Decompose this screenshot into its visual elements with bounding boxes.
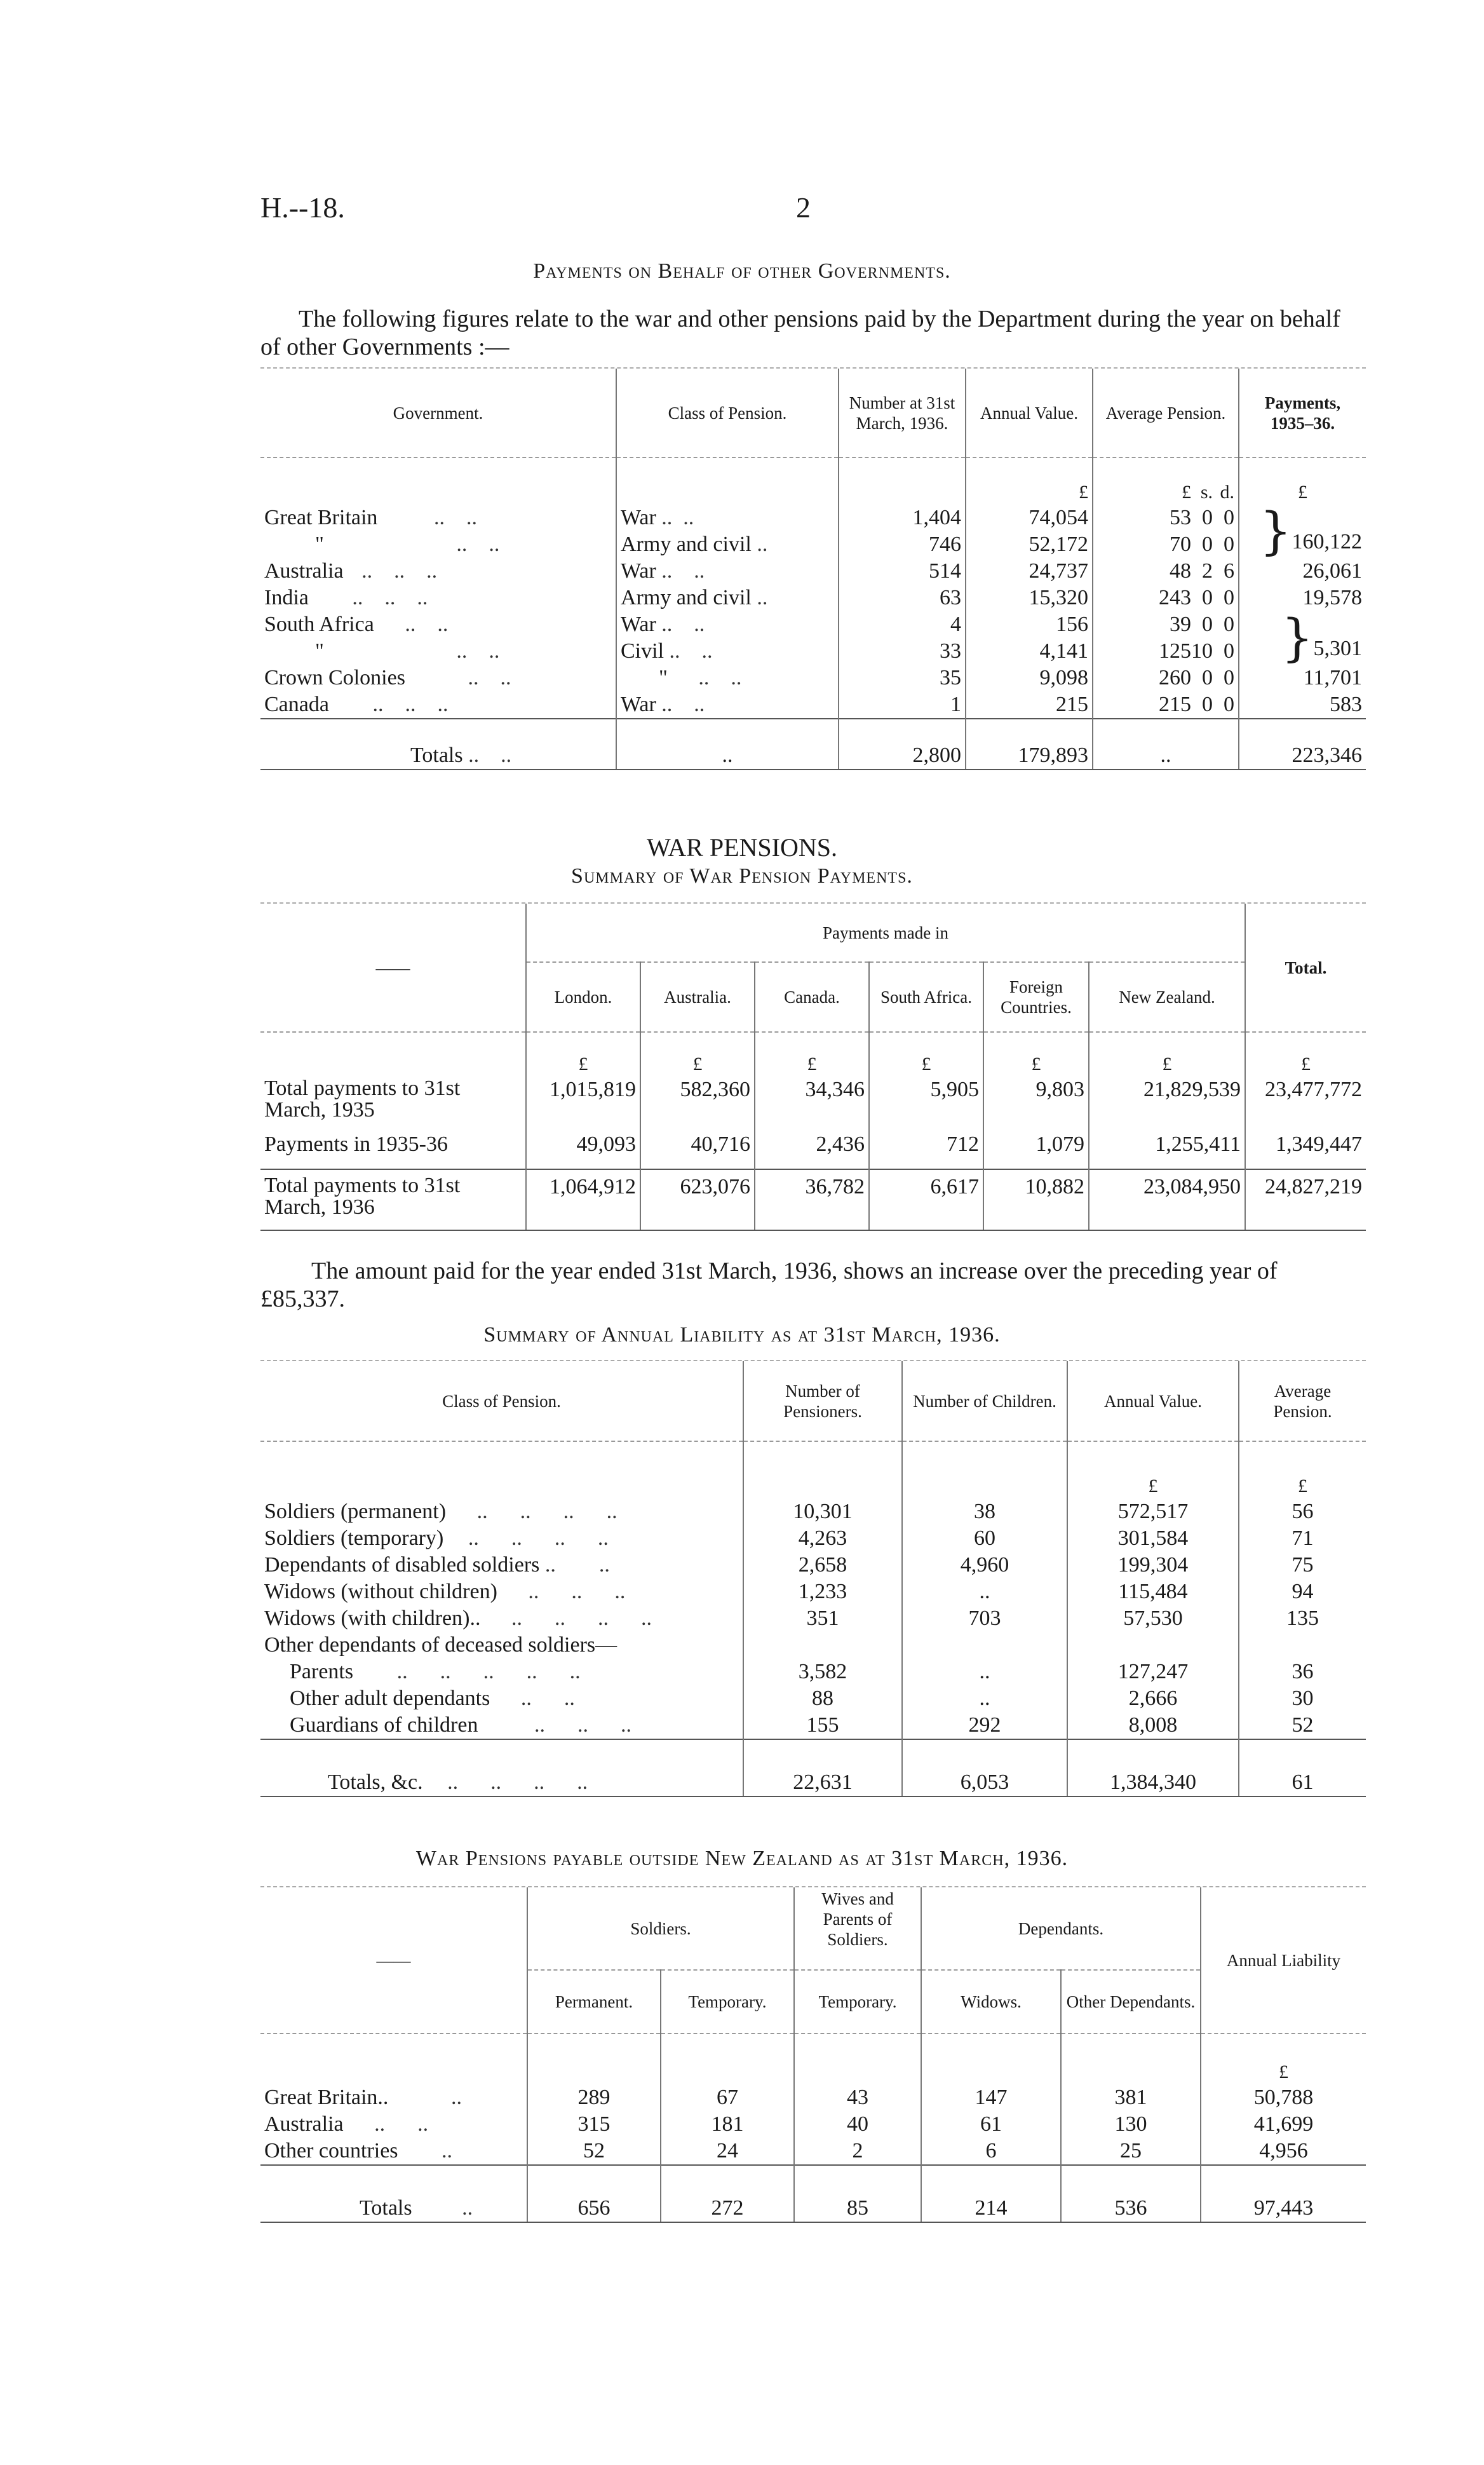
row-annual: 301,584 xyxy=(1067,1525,1239,1552)
row-annual: 57,530 xyxy=(1067,1605,1239,1632)
liability-title: Summary of Annual Liability as at 31st March, 1936. xyxy=(483,1323,1001,1347)
unit-payments: £ xyxy=(1239,458,1366,505)
row-label: Soldiers (temporary) xyxy=(264,1526,444,1550)
col-annual: Annual Value. xyxy=(966,369,1093,458)
row-avg-l: 215 xyxy=(1159,693,1191,716)
row-total: 1,349,447 xyxy=(1245,1131,1366,1169)
row-children: 38 xyxy=(902,1498,1067,1525)
totals-wives: 85 xyxy=(794,2165,921,2222)
table-row: Widows (without children) .. .. .. 1,233 .. 115,484 94 xyxy=(260,1579,1366,1605)
row-class: War xyxy=(621,506,656,529)
table-row: Soldiers (permanent) .. .. .. .. 10,301 38 572,517 56 xyxy=(260,1498,1366,1525)
row-label: Total payments to 31st March, 1936 xyxy=(260,1169,526,1230)
totals-payments: 223,346 xyxy=(1239,719,1366,770)
outside-nz-table xyxy=(260,1887,1366,2223)
row-label: Widows (with children).. xyxy=(264,1606,481,1630)
col-class: Class of Pension. xyxy=(442,1391,561,1411)
row-number: 63 xyxy=(839,585,966,611)
row-label: Soldiers (permanent) xyxy=(264,1500,447,1523)
outside-nz-title: War Pensions payable outside New Zealand as at 31st March, 1936. xyxy=(415,1847,1069,1870)
row-wives: 40 xyxy=(794,2111,921,2138)
brace-icon: } xyxy=(1259,501,1292,560)
row-avg-s: 0 xyxy=(1202,666,1213,689)
row-label: Australia xyxy=(264,2112,344,2136)
row-average: 75 xyxy=(1239,1552,1366,1579)
row-south-africa: 5,905 xyxy=(869,1076,983,1131)
row-label: Other adult dependants xyxy=(290,1687,490,1710)
row-australia: 623,076 xyxy=(640,1169,755,1230)
row-widows: 61 xyxy=(921,2111,1061,2138)
table-row: Other countries .. 52 24 2 6 25 4,956 xyxy=(260,2138,1366,2165)
row-annual: 74,054 xyxy=(966,505,1093,531)
row-annual: 24,737 xyxy=(966,558,1093,585)
row-avg-l: 48 xyxy=(1170,559,1191,583)
col-stub: —— xyxy=(260,904,526,1032)
row-london: 1,015,819 xyxy=(526,1076,640,1131)
table-row: Widows (with children).. .. .. .. .. 351 703 57,530 135 xyxy=(260,1605,1366,1632)
row-label: Dependants of disabled soldiers xyxy=(264,1553,540,1577)
totals-children: 6,053 xyxy=(902,1739,1067,1796)
unit-pounds: £ xyxy=(1182,482,1191,503)
row-average: 30 xyxy=(1239,1685,1366,1712)
row-average: 56 xyxy=(1239,1498,1366,1525)
table-row: India .. .. .. Army and civil .. 63 15,320 243 0 0 19,578 xyxy=(260,585,1366,611)
row-avg-s: 0 xyxy=(1202,693,1213,716)
col-wives: Wives and Parents of Soldiers. xyxy=(794,1887,921,1970)
row-government: " xyxy=(315,639,324,663)
col-london: London. xyxy=(526,962,640,1032)
row-canada: 2,436 xyxy=(755,1131,869,1169)
page-number: 2 xyxy=(796,191,811,224)
row-label: Parents xyxy=(290,1660,354,1683)
row-avg-d: 0 xyxy=(1224,533,1234,556)
row-payments: 26,061 xyxy=(1239,558,1366,585)
col-dependants: Dependants. xyxy=(921,1887,1201,1970)
table-row: South Africa .. .. War .. .. 4 156 39 0 0 }5,301 xyxy=(260,611,1366,638)
unit-annual: £ xyxy=(1067,1441,1239,1498)
row-annual: 52,172 xyxy=(966,531,1093,558)
table-row: Australia .. .. 315 181 40 61 130 41,699 xyxy=(260,2111,1366,2138)
row-annual: 115,484 xyxy=(1067,1579,1239,1605)
row-annual: 15,320 xyxy=(966,585,1093,611)
row-avg-s: 0 xyxy=(1202,613,1213,636)
row-avg-d: 6 xyxy=(1224,559,1234,583)
row-avg-d: 0 xyxy=(1224,613,1234,636)
other-govts-intro: The following figures relate to the war and other pensions paid by the Department during the year on behalf of other Governments :— xyxy=(260,306,1340,360)
col-canada: Canada. xyxy=(755,962,869,1032)
col-temporary: Temporary. xyxy=(661,1970,794,2034)
row-number: 35 xyxy=(839,665,966,691)
unit-pence: d. xyxy=(1220,482,1234,503)
col-permanent: Permanent. xyxy=(527,1970,661,2034)
totals-temporary: 272 xyxy=(661,2165,794,2222)
col-payments-made-in: Payments made in xyxy=(526,904,1245,962)
row-other: 381 xyxy=(1061,2084,1201,2111)
row-annual: 9,098 xyxy=(966,665,1093,691)
table-row xyxy=(260,1076,1366,1131)
row-wives: 43 xyxy=(794,2084,921,2111)
row-other: 130 xyxy=(1061,2111,1201,2138)
row-annual: 2,666 xyxy=(1067,1685,1239,1712)
row-annual: 127,247 xyxy=(1067,1659,1239,1685)
row-wives: 2 xyxy=(794,2138,921,2165)
row-government: India xyxy=(264,586,309,609)
totals-average: .. xyxy=(1093,719,1239,770)
row-avg-d: 0 xyxy=(1224,586,1234,609)
unit-pound: £ xyxy=(983,1032,1089,1076)
table-row: Soldiers (temporary) .. .. .. .. 4,263 60 301,584 71 xyxy=(260,1525,1366,1552)
row-payments-gb: 160,122 xyxy=(1292,530,1362,553)
table-row: " .. .. Civil .. .. 33 4,141 12510 0 xyxy=(260,638,1366,665)
row-pensioners: 3,582 xyxy=(743,1659,902,1685)
row-number: 1 xyxy=(839,691,966,719)
col-number: Number at 31st March, 1936. xyxy=(839,369,966,458)
row-avg-s: 2 xyxy=(1202,559,1213,583)
unit-pound: £ xyxy=(1089,1032,1245,1076)
row-permanent: 289 xyxy=(527,2084,661,2111)
row-label: Other countries xyxy=(264,2139,398,2163)
col-stub: —— xyxy=(260,1887,527,2034)
totals-row: Totals .. 656 272 85 214 536 97,443 xyxy=(260,2165,1366,2222)
row-average xyxy=(1239,1632,1366,1659)
col-average: Average Pension. xyxy=(1239,1361,1366,1441)
row-total: 23,477,772 xyxy=(1245,1076,1366,1131)
table-row: Australia .. .. .. War .. .. 514 24,737 48 2 6 26,061 xyxy=(260,558,1366,585)
row-label: Widows (without children) xyxy=(264,1580,497,1603)
table-row: " .. .. Army and civil .. 746 52,172 70 0 0 xyxy=(260,531,1366,558)
row-canada: 36,782 xyxy=(755,1169,869,1230)
row-avg-s: 0 xyxy=(1202,506,1213,529)
row-widows: 6 xyxy=(921,2138,1061,2165)
row-children: 292 xyxy=(902,1712,1067,1739)
row-avg-s: 0 xyxy=(1202,533,1213,556)
row-avg-d: 0 xyxy=(1224,666,1234,689)
table-row: Crown Colonies .. .. " .. .. 35 9,098 260 0 0 11,701 xyxy=(260,665,1366,691)
row-annual: 8,008 xyxy=(1067,1712,1239,1739)
unit-pound: £ xyxy=(526,1032,640,1076)
row-london: 49,093 xyxy=(526,1131,640,1169)
table-row: Parents .. .. .. .. .. 3,582 .. 127,247 36 xyxy=(260,1659,1366,1685)
row-liability: 41,699 xyxy=(1201,2111,1366,2138)
row-pensioners: 4,263 xyxy=(743,1525,902,1552)
row-government: South Africa xyxy=(264,613,374,636)
war-pensions-note: The amount paid for the year ended 31st March, 1936, shows an increase over the preceding year of £85,337. xyxy=(260,1258,1278,1312)
row-children xyxy=(902,1632,1067,1659)
row-avg-s: 10 xyxy=(1191,639,1213,663)
unit-annual: £ xyxy=(966,458,1093,505)
row-australia: 582,360 xyxy=(640,1076,755,1131)
row-avg-l: 39 xyxy=(1170,613,1191,636)
table-row: Guardians of children .. .. .. 155 292 8,008 52 xyxy=(260,1712,1366,1739)
unit-pound: £ xyxy=(869,1032,983,1076)
row-liability: 4,956 xyxy=(1201,2138,1366,2165)
row-number: 514 xyxy=(839,558,966,585)
row-avg-d: 0 xyxy=(1224,639,1234,663)
row-south-africa: 6,617 xyxy=(869,1169,983,1230)
row-class: " xyxy=(659,666,668,689)
row-permanent: 315 xyxy=(527,2111,661,2138)
col-children: Number of Children. xyxy=(902,1361,1067,1441)
row-payments: 19,578 xyxy=(1239,585,1366,611)
totals-row xyxy=(260,1169,1366,1230)
col-liability: Annual Liability xyxy=(1201,1887,1366,2034)
row-payments-sa: 5,301 xyxy=(1313,637,1362,660)
war-pensions-subtitle: Summary of War Pension Payments. xyxy=(571,864,913,888)
unit-pound: £ xyxy=(640,1032,755,1076)
totals-other: 536 xyxy=(1061,2165,1201,2222)
totals-permanent: 656 xyxy=(527,2165,661,2222)
row-children: .. xyxy=(902,1579,1067,1605)
row-avg-l: 125 xyxy=(1159,639,1191,663)
row-average: 135 xyxy=(1239,1605,1366,1632)
row-government: Crown Colonies xyxy=(264,666,405,689)
row-nz: 21,829,539 xyxy=(1089,1076,1245,1131)
table-row: Canada .. .. .. War .. .. 1 215 215 0 0 583 xyxy=(260,691,1366,719)
row-avg-l: 243 xyxy=(1159,586,1191,609)
brace-icon: } xyxy=(1281,608,1314,667)
col-widows: Widows. xyxy=(921,1970,1061,2034)
row-label: Total payments to 31st March, 1935 xyxy=(264,1076,461,1122)
row-annual: 215 xyxy=(966,691,1093,719)
liability-table xyxy=(260,1361,1366,1797)
row-class: War xyxy=(621,693,656,716)
totals-average: 61 xyxy=(1239,1739,1366,1796)
row-avg-s: 0 xyxy=(1202,586,1213,609)
row-pensioners xyxy=(743,1632,902,1659)
col-south-africa: South Africa. xyxy=(869,962,983,1032)
table-row: Other adult dependants .. .. 88 .. 2,666 30 xyxy=(260,1685,1366,1712)
totals-pensioners: 22,631 xyxy=(743,1739,902,1796)
row-children: 4,960 xyxy=(902,1552,1067,1579)
row-avg-l: 53 xyxy=(1170,506,1191,529)
col-government: Government. xyxy=(393,403,483,423)
row-avg-d: 0 xyxy=(1224,693,1234,716)
row-south-africa: 712 xyxy=(869,1131,983,1169)
totals-liability: 97,443 xyxy=(1201,2165,1366,2222)
row-average: 71 xyxy=(1239,1525,1366,1552)
totals-label: Totals, &c. xyxy=(328,1770,423,1794)
totals-annual: 179,893 xyxy=(966,719,1093,770)
row-average: 94 xyxy=(1239,1579,1366,1605)
row-avg-l: 70 xyxy=(1170,533,1191,556)
unit-pound: £ xyxy=(1201,2034,1366,2084)
row-class: War xyxy=(621,559,656,583)
page-code: H.--18. xyxy=(260,191,345,224)
row-liability: 50,788 xyxy=(1201,2084,1366,2111)
row-class: Civil xyxy=(621,639,664,663)
row-pensioners: 88 xyxy=(743,1685,902,1712)
col-wives-temporary: Temporary. xyxy=(794,1970,921,2034)
col-average: Average Pension. xyxy=(1093,369,1239,458)
totals-annual: 1,384,340 xyxy=(1067,1739,1239,1796)
row-label: Payments in 1935-36 xyxy=(264,1132,448,1156)
col-foreign: Foreign Countries. xyxy=(983,962,1089,1032)
row-annual: 199,304 xyxy=(1067,1552,1239,1579)
row-children: 60 xyxy=(902,1525,1067,1552)
row-pensioners: 10,301 xyxy=(743,1498,902,1525)
row-number: 4 xyxy=(839,611,966,638)
row-widows: 147 xyxy=(921,2084,1061,2111)
unit-pound: £ xyxy=(755,1032,869,1076)
row-government: Canada xyxy=(264,693,329,716)
row-average: 52 xyxy=(1239,1712,1366,1739)
row-pensioners: 155 xyxy=(743,1712,902,1739)
totals-label: Totals xyxy=(360,2196,412,2220)
row-number: 1,404 xyxy=(839,505,966,531)
row-foreign: 1,079 xyxy=(983,1131,1089,1169)
row-temporary: 67 xyxy=(661,2084,794,2111)
totals-label: Totals xyxy=(410,744,463,767)
row-foreign: 9,803 xyxy=(983,1076,1089,1131)
row-annual: 572,517 xyxy=(1067,1498,1239,1525)
war-payments-table xyxy=(260,904,1366,1231)
col-annual: Annual Value. xyxy=(1067,1361,1239,1441)
row-nz: 1,255,411 xyxy=(1089,1131,1245,1169)
row-australia: 40,716 xyxy=(640,1131,755,1169)
row-london: 1,064,912 xyxy=(526,1169,640,1230)
totals-row: Totals, &c. .. .. .. .. 22,631 6,053 1,384,340 61 xyxy=(260,1739,1366,1796)
row-total: 24,827,219 xyxy=(1245,1169,1366,1230)
unit-average: £ xyxy=(1239,1441,1366,1498)
row-pensioners: 1,233 xyxy=(743,1579,902,1605)
col-pensioners: Number of Pensioners. xyxy=(743,1361,902,1441)
row-class: War xyxy=(621,613,656,636)
row-label: Guardians of children xyxy=(290,1713,478,1737)
unit-pound: £ xyxy=(1245,1032,1366,1076)
unit-shillings: s. xyxy=(1200,482,1213,503)
totals-class: .. xyxy=(616,719,839,770)
table-row xyxy=(260,1632,1366,1659)
table-row: Great Britain .. .. War .. .. 1,404 74,054 53 0 0 }160,122 xyxy=(260,505,1366,531)
row-permanent: 52 xyxy=(527,2138,661,2165)
col-australia: Australia. xyxy=(640,962,755,1032)
row-pensioners: 2,658 xyxy=(743,1552,902,1579)
row-temporary: 24 xyxy=(661,2138,794,2165)
row-payments: 11,701 xyxy=(1239,665,1366,691)
row-nz: 23,084,950 xyxy=(1089,1169,1245,1230)
row-temporary: 181 xyxy=(661,2111,794,2138)
row-average: 36 xyxy=(1239,1659,1366,1685)
row-payments: 583 xyxy=(1239,691,1366,719)
col-total: Total. xyxy=(1245,904,1366,1032)
other-govts-title: Payments on Behalf of other Governments. xyxy=(533,259,951,283)
row-class: Army and civil xyxy=(621,586,752,609)
row-government: Great Britain xyxy=(264,506,378,529)
totals-row: Totals .. .. .. 2,800 179,893 .. 223,346 xyxy=(260,719,1366,770)
row-canada: 34,346 xyxy=(755,1076,869,1131)
row-annual: 156 xyxy=(966,611,1093,638)
totals-number: 2,800 xyxy=(839,719,966,770)
col-class: Class of Pension. xyxy=(616,369,839,458)
row-annual: 4,141 xyxy=(966,638,1093,665)
row-other: 25 xyxy=(1061,2138,1201,2165)
col-other-dependants: Other Dependants. xyxy=(1061,1970,1201,2034)
col-nz: New Zealand. xyxy=(1089,962,1245,1032)
row-label: Other dependants of deceased soldiers— xyxy=(264,1633,617,1657)
row-foreign: 10,882 xyxy=(983,1169,1089,1230)
row-number: 33 xyxy=(839,638,966,665)
row-children: 703 xyxy=(902,1605,1067,1632)
row-government: Australia xyxy=(264,559,344,583)
row-avg-d: 0 xyxy=(1224,506,1234,529)
col-soldiers: Soldiers. xyxy=(527,1887,794,1970)
row-pensioners: 351 xyxy=(743,1605,902,1632)
war-pensions-heading: WAR PENSIONS. xyxy=(646,833,838,862)
row-avg-l: 260 xyxy=(1159,666,1191,689)
row-class: Army and civil xyxy=(621,533,752,556)
table-row xyxy=(260,1131,1366,1169)
row-government: " xyxy=(315,533,324,556)
other-govts-table xyxy=(260,369,1366,770)
row-number: 746 xyxy=(839,531,966,558)
table-row: Great Britain.. .. 289 67 43 147 381 50,788 xyxy=(260,2084,1366,2111)
totals-widows: 214 xyxy=(921,2165,1061,2222)
row-children: .. xyxy=(902,1685,1067,1712)
row-annual xyxy=(1067,1632,1239,1659)
col-payments: Payments, 1935–36. xyxy=(1239,369,1366,458)
table-row: Dependants of disabled soldiers .. .. 2,658 4,960 199,304 75 xyxy=(260,1552,1366,1579)
row-label: Great Britain.. xyxy=(264,2086,389,2109)
row-children: .. xyxy=(902,1659,1067,1685)
